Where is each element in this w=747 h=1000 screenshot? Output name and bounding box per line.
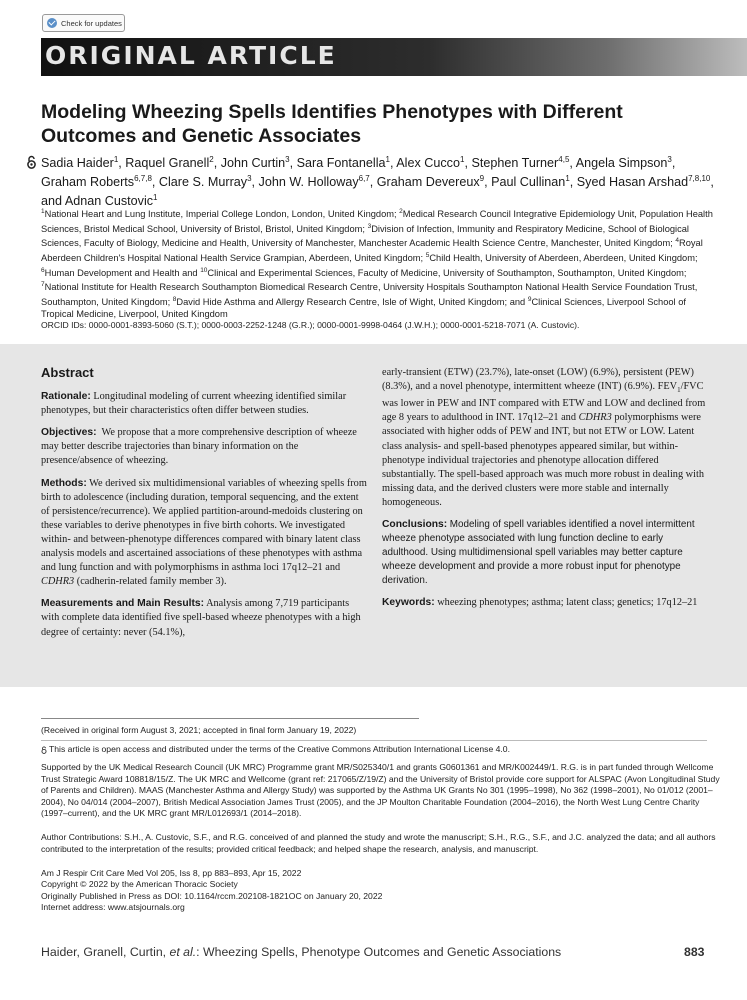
author-affiliation-marker: 9 [479, 174, 485, 184]
author-contributions: Author Contributions: S.H., A. Custovic, S.F., and R.G. conceived of and planned the study and wrote the manuscript; S.H., R.G., S.F., and J.C. analyzed the data; and all authors contributed to the interpretation of the results; provided critical feedback; and helped shape the research, analysis, and manuscript. [41, 832, 716, 854]
citation-journal: Am J Respir Crit Care Med Vol 205, Iss 8, pp 883–893, Apr 15, 2022 [41, 868, 302, 878]
author-name: Clare S. Murray [158, 175, 248, 190]
author-separator: , [389, 156, 397, 171]
abstract-right-column [382, 366, 708, 619]
affiliation-marker: 2 [399, 208, 403, 215]
objectives-paragraph: Objectives: We propose that a more comprehensive description of wheeze may better describe trajectories than binary information on the presence/absence of wheezing. [41, 427, 357, 467]
author-affiliation-marker: 3 [667, 155, 672, 164]
citation-block [41, 868, 721, 914]
orcid-ids: ORCID IDs: 0000-0001-8393-5060 (S.T.); 0000-0003-2252-1248 (G.R.); 0000-0001-9998-0464 (J.W.H.); 0000-0001-5218-7071 (A. Custovic). [41, 320, 580, 330]
running-footer: Haider, Granell, Curtin, et al.: Wheezing Spells, Phenotype Outcomes and Genetic Associations [41, 945, 562, 959]
author-name: Graham Roberts [41, 175, 135, 190]
affiliation-text: Child Health, University of Aberdeen, Aberdeen, United Kingdom; [429, 253, 698, 264]
affiliations [41, 206, 721, 320]
affiliation-text: Clinical Sciences, Liverpool School of Tropical Medicine, Liverpool, United Kingdom [41, 297, 686, 319]
author-separator: , [569, 156, 576, 171]
citation-doi: Originally Published in Press as DOI: 10.1164/rccm.202108-1821OC on January 20, 2022 [41, 890, 383, 901]
abstract-panel [0, 344, 747, 687]
author-name: Sara Fontanella [296, 156, 386, 171]
author-affiliation-marker: 2 [209, 155, 214, 164]
author-separator: , [484, 175, 492, 190]
affiliation-marker: 6 [41, 266, 45, 274]
author-separator: , [213, 156, 221, 171]
affiliation-marker: 9 [527, 296, 532, 304]
affiliation-marker: 8 [172, 296, 177, 304]
author-affiliation-marker: 1 [385, 155, 390, 164]
author-name: Alex Cucco [396, 156, 460, 171]
open-access-note: This article is open access and distributed under the terms of the Creative Commons Attribution International License 4.0. [41, 744, 721, 756]
citation-url: Internet address: www.atsjournals.org [41, 902, 185, 913]
author-name: Angela Simpson [575, 156, 668, 171]
author-affiliation-marker: 6,7,8 [134, 174, 152, 184]
author-name: Adnan Custovic [64, 194, 154, 209]
footnote-divider [41, 718, 419, 719]
results-continued [382, 366, 708, 510]
affiliation-text: Division of Infection, Immunity and Respiratory Medicine, School of Biological Sciences, Faculty of Biology, Medicine and Health, University of Manchester, Manchester Academic Health Science Centre, Manchester, United Kingdom; [41, 223, 689, 249]
article-type-banner [41, 38, 747, 76]
author-name: Raquel Granell [125, 156, 210, 171]
author-list [41, 152, 721, 210]
page-number: 883 [684, 945, 705, 959]
author-affiliation-marker: 1 [153, 193, 158, 203]
author-separator: , [151, 175, 159, 190]
author-separator: , [251, 175, 259, 190]
open-access-icon [27, 155, 36, 169]
affiliation-text: Human Development and Health and [44, 267, 201, 278]
author-affiliation-marker: 7,8,10 [688, 174, 711, 184]
affiliation-marker: 4 [675, 237, 680, 245]
author-separator: , [569, 175, 577, 190]
affiliation-marker: 7 [41, 281, 45, 289]
received-dates: (Received in original form August 3, 2021; accepted in final form January 19, 2022) [41, 725, 357, 735]
results-text: /FVC was lower in PEW and INT compared with ETW and LOW and declined from age 8 years to adulthood in INT. 17q12–21 and [382, 381, 706, 424]
check-for-updates-badge[interactable] [42, 14, 125, 32]
abstract-left-column [41, 366, 367, 648]
affiliation-text: Clinical and Experimental Sciences, Faculty of Medicine, University of Southampton, Southampton, United Kingdom; [207, 267, 687, 278]
affiliation-marker: 5 [425, 252, 430, 260]
affiliation-text: National Institute for Health Research Southampton Biomedical Research Centre, University Hospitals Southampton National Health Service Foundation Trust, Southampton, United Kingdom; [41, 282, 698, 308]
author-affiliation-marker: 4,5 [558, 155, 570, 164]
author-affiliation-marker: 3 [285, 155, 290, 164]
author-name: Paul Cullinan [491, 175, 566, 190]
results-text: early-transient (ETW) (23.7%), late-onset (LOW) (6.9%), persistent (PEW) (8.3%), and a novel phenotype, intermittent wheeze (INT) (6.9%). FEV [382, 367, 694, 393]
affiliation-text: Royal Aberdeen Children's Hospital National Health Service Grampian, Aberdeen, United Kingdom; [41, 238, 703, 264]
conclusions-paragraph: Conclusions: Modeling of spell variables identified a novel intermittent wheeze phenotype associated with lung function decline to early adulthood. Using multidimensional spell variables may better capture wheeze development and provide a more robust input for phenotype derivation. [382, 518, 695, 587]
check-icon [47, 18, 57, 28]
author-affiliation-marker: 6,7 [358, 174, 370, 184]
affiliation-text: David Hide Asthma and Allergy Research Centre, Isle of Wight, United Kingdom; and [176, 297, 528, 308]
affiliation-text: National Heart and Lung Institute, Imperial College London, London, United Kingdom; [44, 209, 400, 220]
author-name: John W. Holloway [258, 175, 359, 190]
footnote-divider-2 [41, 740, 707, 741]
affiliation-text: Medical Research Council Integrative Epidemiology Unit, Population Health Sciences, Bristol Medical School, University of Bristol, Bristol, United Kingdom; [41, 209, 713, 234]
author-name: Syed Hasan Arshad [576, 175, 689, 190]
author-separator: , [671, 156, 676, 171]
author-name: John Curtin [220, 156, 286, 171]
rationale-paragraph: Rationale: Longitudinal modeling of current wheezing identified similar phenotypes, but their characteristics often differ between studies. [41, 391, 347, 417]
affiliation-marker: 1 [41, 208, 45, 215]
author-separator: , [118, 156, 126, 171]
author-affiliation-marker: 1 [113, 155, 119, 164]
results-paragraph: Measurements and Main Results: Analysis among 7,719 participants with complete data identified five spell-based wheeze phenotypes with a high degree of certainty: never (54.1%), [41, 598, 361, 638]
author-name: Graham Devereux [376, 175, 480, 190]
author-separator: , [369, 175, 377, 190]
article-title: Modeling Wheezing Spells Identifies Phenotypes with Different Outcomes and Genetic Associates [41, 101, 623, 147]
author-affiliation-marker: 1 [459, 155, 465, 164]
results-subscript: 1 [677, 386, 681, 395]
results-gene: CDHR3 [578, 412, 612, 424]
affiliation-marker: 10 [200, 266, 208, 274]
author-affiliation-marker: 3 [247, 174, 252, 184]
results-text: polymorphisms were associated with higher odds of PEW and INT, but not ETW or LOW. Latent class analysis- and spell-based phenotypes appeared similar, but within-phenotype individual trajectories and phenotype allocation differed substantially. The spell-based approach was much more robust in dealing with missing data, and the derived clusters were more stable and internally homogeneous. [382, 412, 704, 508]
open-access-small-icon [41, 746, 47, 754]
methods-paragraph: Methods: We derived six multidimensional variables of wheezing spells from birth to adolescence (including duration, temporal sequencing, and the extent of persistence/recurrence). We applied partition-around-medoids clustering on these variables to derive phenotypes in five birth cohorts. We investigated within- and between-phenotype differences compared with binary latent class analysis models and ascertained associations of these phenotypes with asthma and lung function and with polymorphisms in asthma loci 17q12–21 and CDHR3 (cadherin-related family member 3). [41, 477, 367, 588]
funding-statement: Supported by the UK Medical Research Council (UK MRC) Programme grant MR/S025340/1 and grants G0601361 and MR/K002449/1. R.G. is in part funded through Wellcome Trust Strategic Award 108818/15/Z. The UK MRC and Wellcome (grant ref: 217065/Z/19/Z) and the University of Bristol provide core support for ALSPAC (Avon Longitudinal Study of Parents and Children). MAAS (Manchester Asthma and Allergy Study) was supported by the Asthma UK Grants No 301 (1995–1998), No 362 (1998–2001), No 01/012 (2001–2004), No 04/014 (2004–2007), British Medical Association James Trust (2005), and the JP Moulton Charitable Foundation (2004–2016), the North West Lung Centre Charity (1997–current), and the UK MRC grant MR/L012693/1 (2014–2018). [41, 762, 720, 819]
author-name: Stephen Turner [471, 156, 559, 171]
keywords-paragraph: Keywords: wheezing phenotypes; asthma; latent class; genetics; 17q12–21 [382, 597, 698, 609]
author-separator: , [289, 156, 297, 171]
author-separator: , and [41, 175, 714, 209]
check-for-updates-label: Check for updates [61, 18, 122, 28]
author-separator: , [464, 156, 472, 171]
article-type-label: ORIGINAL ARTICLE [45, 41, 337, 70]
author-affiliation-marker: 1 [565, 174, 570, 184]
author-name: Sadia Haider [41, 156, 114, 171]
abstract-heading: Abstract [41, 365, 94, 380]
citation-copyright: Copyright © 2022 by the American Thoracic Society [41, 879, 238, 890]
affiliation-marker: 3 [367, 222, 372, 230]
